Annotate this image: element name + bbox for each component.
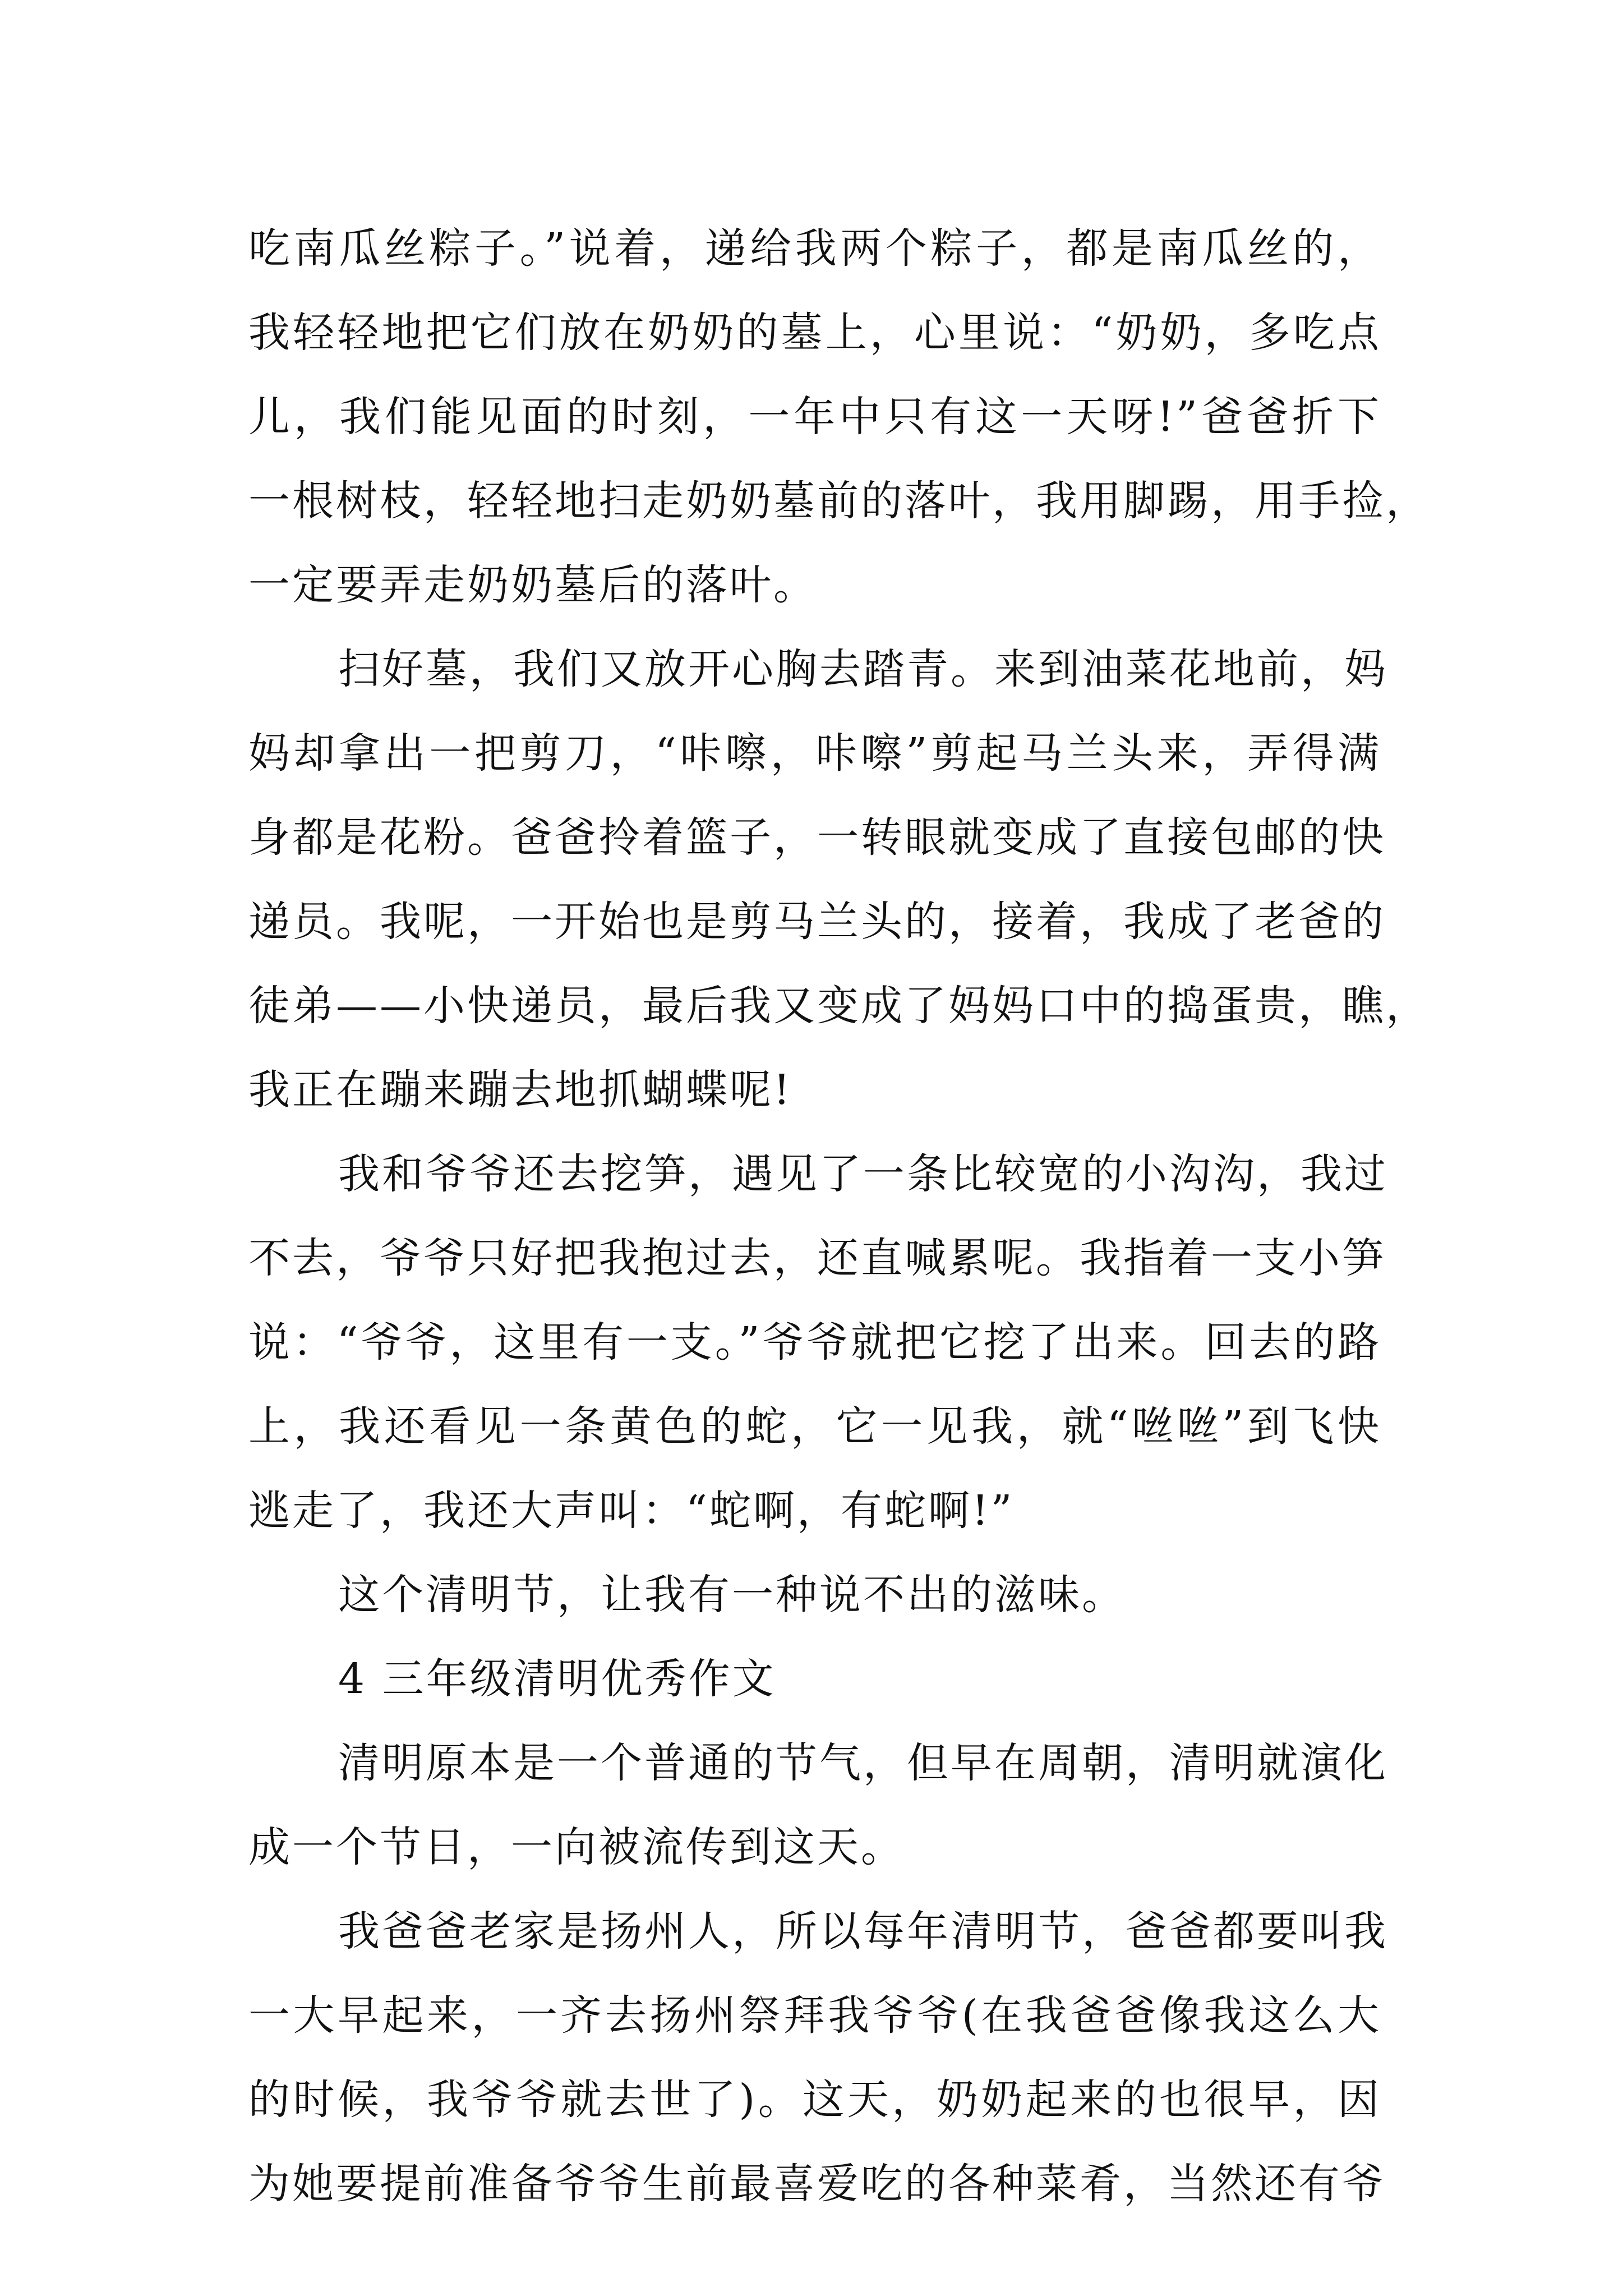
text-line: 不去，爷爷只好把我抱过去，还直喊累呢。我指着一支小笋 [248,1234,1386,1282]
text-line: 递员。我呢，一开始也是剪马兰头的，接着，我成了老爸的 [248,898,1386,946]
text-line: 为她要提前准备爷爷生前最喜爱吃的各种菜肴，当然还有爷 [248,2160,1386,2208]
text-line: 一根树枝，轻轻地扫走奶奶墓前的落叶，我用脚踢，用手捡， [248,477,1430,525]
paragraph-first-line: 这个清明节，让我有一种说不出的滋味。 [338,1571,1126,1619]
paragraph-first-line: 扫好墓，我们又放开心胸去踏青。来到油菜花地前，妈 [338,645,1388,693]
text-line: 我轻轻地把它们放在奶奶的墓上，心里说：“奶奶，多吃点 [248,309,1381,357]
text-line: 的时候，我爷爷就去世了)。这天，奶奶起来的也很早，因 [248,2076,1381,2124]
text-line: 妈却拿出一把剪刀，“咔嚓，咔嚓”剪起马兰头来，弄得满 [248,729,1381,777]
text-line: 逃走了，我还大声叫：“蛇啊，有蛇啊!” [248,1487,1015,1535]
text-line: 成一个节日，一向被流传到这天。 [248,1823,905,1871]
paragraph-first-line: 我和爷爷还去挖笋，遇见了一条比较宽的小沟沟，我过 [338,1150,1388,1198]
section-heading: 4 三年级清明优秀作文 [338,1655,776,1703]
text-line: 上，我还看见一条黄色的蛇，它一见我，就“咝咝”到飞快 [248,1402,1381,1451]
text-line: 说：“爷爷，这里有一支。”爷爷就把它挖了出来。回去的路 [248,1318,1381,1366]
text-line: 吃南瓜丝粽子。”说着，递给我两个粽子，都是南瓜丝的， [248,224,1381,273]
paragraph-first-line: 清明原本是一个普通的节气，但早在周朝，清明就演化 [338,1739,1388,1787]
text-line: 我正在蹦来蹦去地抓蝴蝶呢! [248,1066,792,1114]
paragraph-first-line: 我爸爸老家是扬州人，所以每年清明节，爸爸都要叫我 [338,1907,1388,1955]
text-line: 儿，我们能见面的时刻，一年中只有这一天呀!”爸爸折下 [248,393,1381,441]
text-line: 徒弟——小快递员，最后我又变成了妈妈口中的捣蛋贵，瞧， [248,982,1430,1030]
text-line: 身都是花粉。爸爸拎着篮子，一转眼就变成了直接包邮的快 [248,813,1386,862]
text-line: 一大早起来，一齐去扬州祭拜我爷爷(在我爸爸像我这么大 [248,1991,1381,2040]
text-line: 一定要弄走奶奶墓后的落叶。 [248,561,817,609]
